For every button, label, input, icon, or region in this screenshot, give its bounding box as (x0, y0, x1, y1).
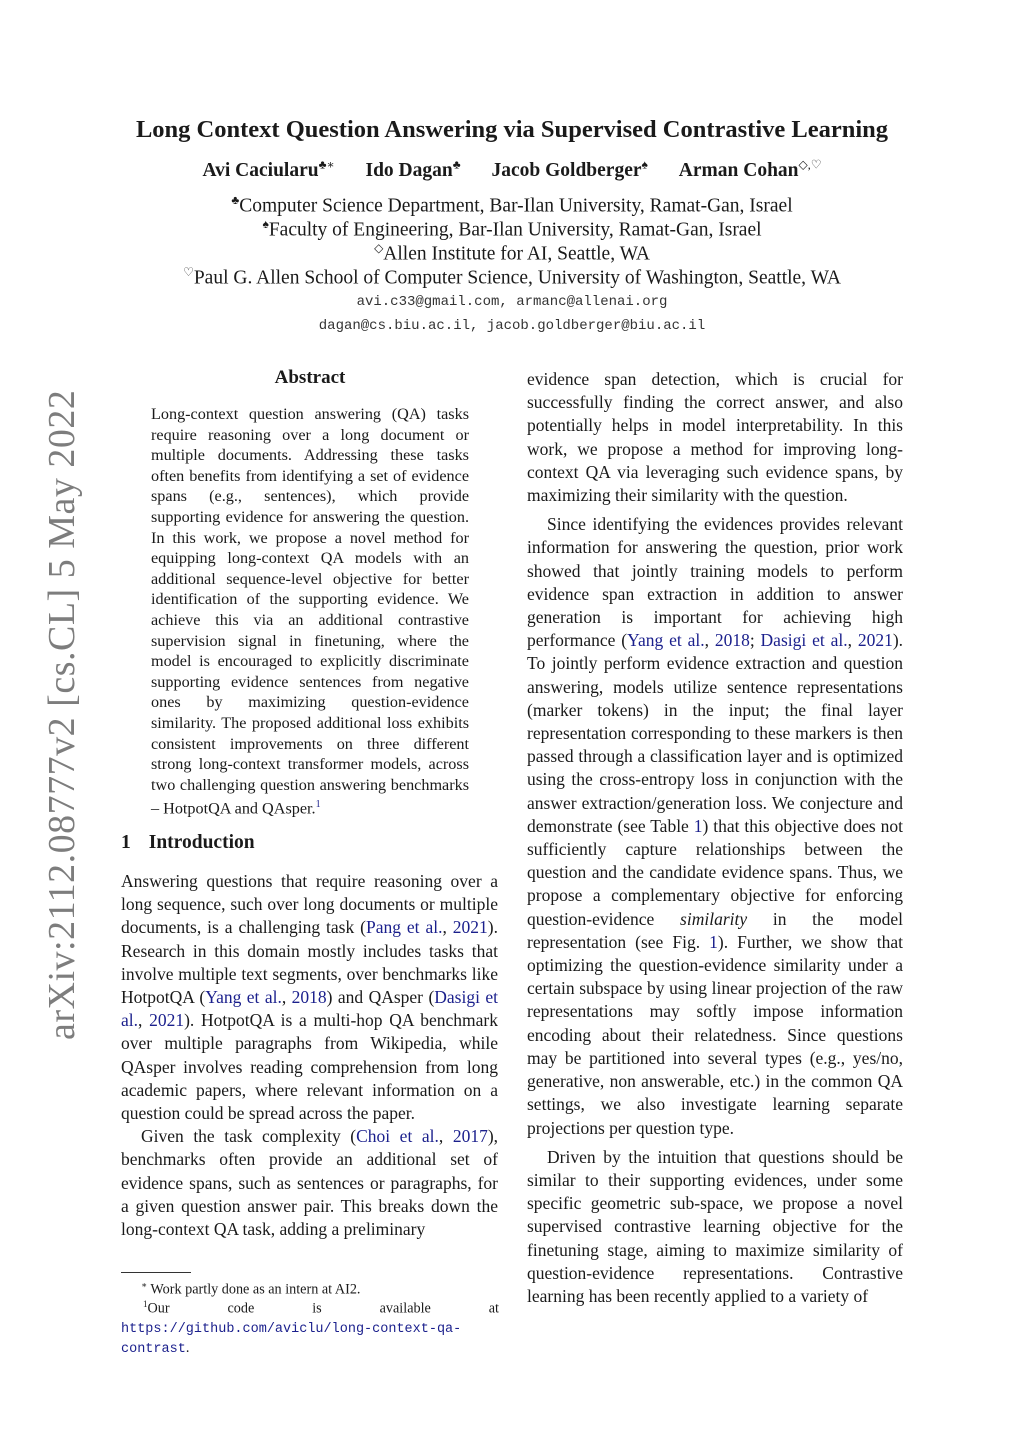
footnote-rule (121, 1272, 191, 1273)
citation-link[interactable]: Dasigi et al. (760, 630, 848, 651)
citation-link[interactable]: 2017 (452, 1126, 488, 1147)
abstract-body: Long-context question answering (QA) tasks require reasoning over a long document or multiple documents. Addressing these tasks often benefits from identifying a set of evidence spans (e.g., sentences), which provide supporting evidence for answering the question. In this work, we propose a novel method for equipping long-context QA models with an additional sequence-level objective for better identification of the supporting evidence. We achieve this via an additional contrastive supervision signal in finetuning, where the model is encouraged to explicitly discriminate supporting evidence sentences from negative ones by maximizing question-evidence similarity. The proposed additional loss exhibits consistent improvements on three different strong long-context transformer models, across two challenging question answering benchmarks – HotpotQA and QAsper.$^1$ (151, 405, 469, 818)
text-run: evidence span detection, which is crucial for successfully finding the correct answer, and also potentially helps in model interpretability. In this work, we propose a method for improving long-context QA via leveraging such evidence spans, by maximizing their similarity with the question. (527, 369, 903, 506)
citation-link[interactable]: Dasigi et al. (121, 987, 499, 1031)
text-run: Driven by the intuition that questions should be similar to their supporting evidences, under some specific geometric sub-space, we propose a novel supervised contrastive learning objective for the finetuning stage, aiming to maximize similarity of question-evidence representations. Contrastive learning has been recently applied to a variety of (527, 1146, 903, 1306)
author: Arman Cohan◇,♡ (678, 157, 822, 181)
text-run: , (847, 630, 858, 651)
text-run: ). Further, we show that optimizing the question-evidence similarity under a certain subspace by using linear projection of the raw representations may softly impose information encoding about their relatedness. Since questions may be partitioned into several types (e.g., yes/no, generative, non answerable, etc.) in the common QA settings, we also investigate learning separate projections per question type. (527, 931, 903, 1138)
text-run: ) that this objective does not sufficiently capture relationships between the question and the candidate evidence spans. Thus, we propose a complementary objective for enforcing question-evidence (527, 815, 904, 929)
abstract-heading: Abstract (274, 367, 346, 388)
text-run: Since identifying the evidences provides relevant information for answering the question, prior work showed that jointly training models to perform evidence span extraction in addition to answer generation is important for achieving high performance ( (527, 514, 903, 651)
code-link[interactable]: https://github.com/aviclu/long-context-qa-contrast (121, 1321, 462, 1357)
citation-link[interactable]: Choi et al. (356, 1126, 439, 1147)
left-column (121, 870, 498, 1241)
author: Jacob Goldberger♠ (491, 157, 648, 181)
citation-link[interactable]: 1 (693, 815, 703, 836)
text-run: Answering questions that require reasoning over a long sequence, such over long documents or multiple documents, is a challenging task ( (121, 871, 498, 938)
text-run: , (704, 630, 715, 651)
text-run: Given the task complexity ( (141, 1126, 357, 1147)
author: Avi Caciularu♣∗ (202, 157, 335, 181)
text-run: ), benchmarks often provide an additional set of evidence spans, such as sentences or paragraphs, for a given question answer pair. This breaks down the long-context QA task, adding a preliminary (121, 1126, 499, 1240)
section-heading: 1 Introduction (121, 832, 255, 853)
paragraph (527, 513, 903, 1139)
citation-link[interactable]: 2021 (857, 630, 893, 651)
citation-link[interactable]: 2021 (452, 917, 488, 938)
affiliation: ♡Paul G. Allen School of Computer Science, University of Washington, Seattle, WA (183, 265, 841, 289)
text-run: ; (749, 630, 761, 651)
text-run: ). Research in this domain mostly includes tasks that involve multiple text segments, over benchmarks like HotpotQA ( (121, 917, 498, 1008)
citation-link[interactable]: Pang et al. (365, 917, 443, 938)
citation-link[interactable]: 2018 (714, 630, 750, 651)
affiliation: ♣Computer Science Department, Bar-Ilan University, Ramat-Gan, Israel (231, 193, 793, 217)
text-run: , (138, 1010, 150, 1031)
author: Ido Dagan♣ (365, 157, 461, 181)
affiliation: ◇Allen Institute for AI, Seattle, WA (374, 241, 650, 265)
text-run: ). To jointly perform evidence extraction and question answering, models utilize sentence representations (marker tokens) in the input; the final layer representation corresponding to these markers is then passed through a classification layer and is optimized using the cross-entropy loss in conjunction with the answer extraction/generation loss. We conjecture and demonstrate (see Table (527, 630, 904, 836)
paragraph (527, 1146, 903, 1308)
text-run: ). HotpotQA is a multi-hop QA benchmark over multiple paragraphs from Wikipedia, while QAsper involves reading comprehension from long academic papers, where relevant information on a question could be spread across the paper. (121, 1010, 498, 1124)
footnote-ref[interactable]: 1 (315, 799, 321, 811)
footnote: ∗ Work partly done as an intern at AI2. (141, 1280, 361, 1298)
footnote: $^1$Our code is available at https://github.com/aviclu/long-context-qa-contrast. (121, 1299, 499, 1357)
text-run: , (438, 1126, 453, 1147)
citation-link[interactable]: 2021 (149, 1010, 185, 1031)
paragraph (121, 1125, 498, 1241)
paper-title: Long Context Question Answering via Supervised Contrastive Learning (135, 116, 889, 143)
text-run: ) and QAsper ( (326, 987, 435, 1008)
citation-link[interactable]: Yang et al. (205, 987, 282, 1008)
text-run: , (281, 987, 292, 1008)
text-run: in the model representation (see Fig. (527, 908, 904, 952)
paragraph (527, 368, 903, 507)
author-list (0, 157, 1024, 182)
citation-link[interactable]: Yang et al. (627, 630, 705, 651)
email-line: dagan@cs.biu.ac.il, jacob.goldberger@biu.ac.il (318, 318, 706, 334)
affiliation: ♠Faculty of Engineering, Bar-Ilan University, Ramat-Gan, Israel (262, 217, 762, 241)
email-line: avi.c33@gmail.com, armanc@allenai.org (356, 294, 668, 310)
emphasis-text: similarity (680, 908, 748, 929)
right-column (527, 368, 903, 1308)
citation-link[interactable]: 2018 (291, 987, 327, 1008)
text-run: , (442, 917, 453, 938)
arxiv-stamp: arXiv:2112.08777v2 [cs.CL] 5 May 2022 (41, 389, 83, 1040)
paragraph (121, 870, 498, 1125)
citation-link[interactable]: 1 (709, 931, 718, 952)
